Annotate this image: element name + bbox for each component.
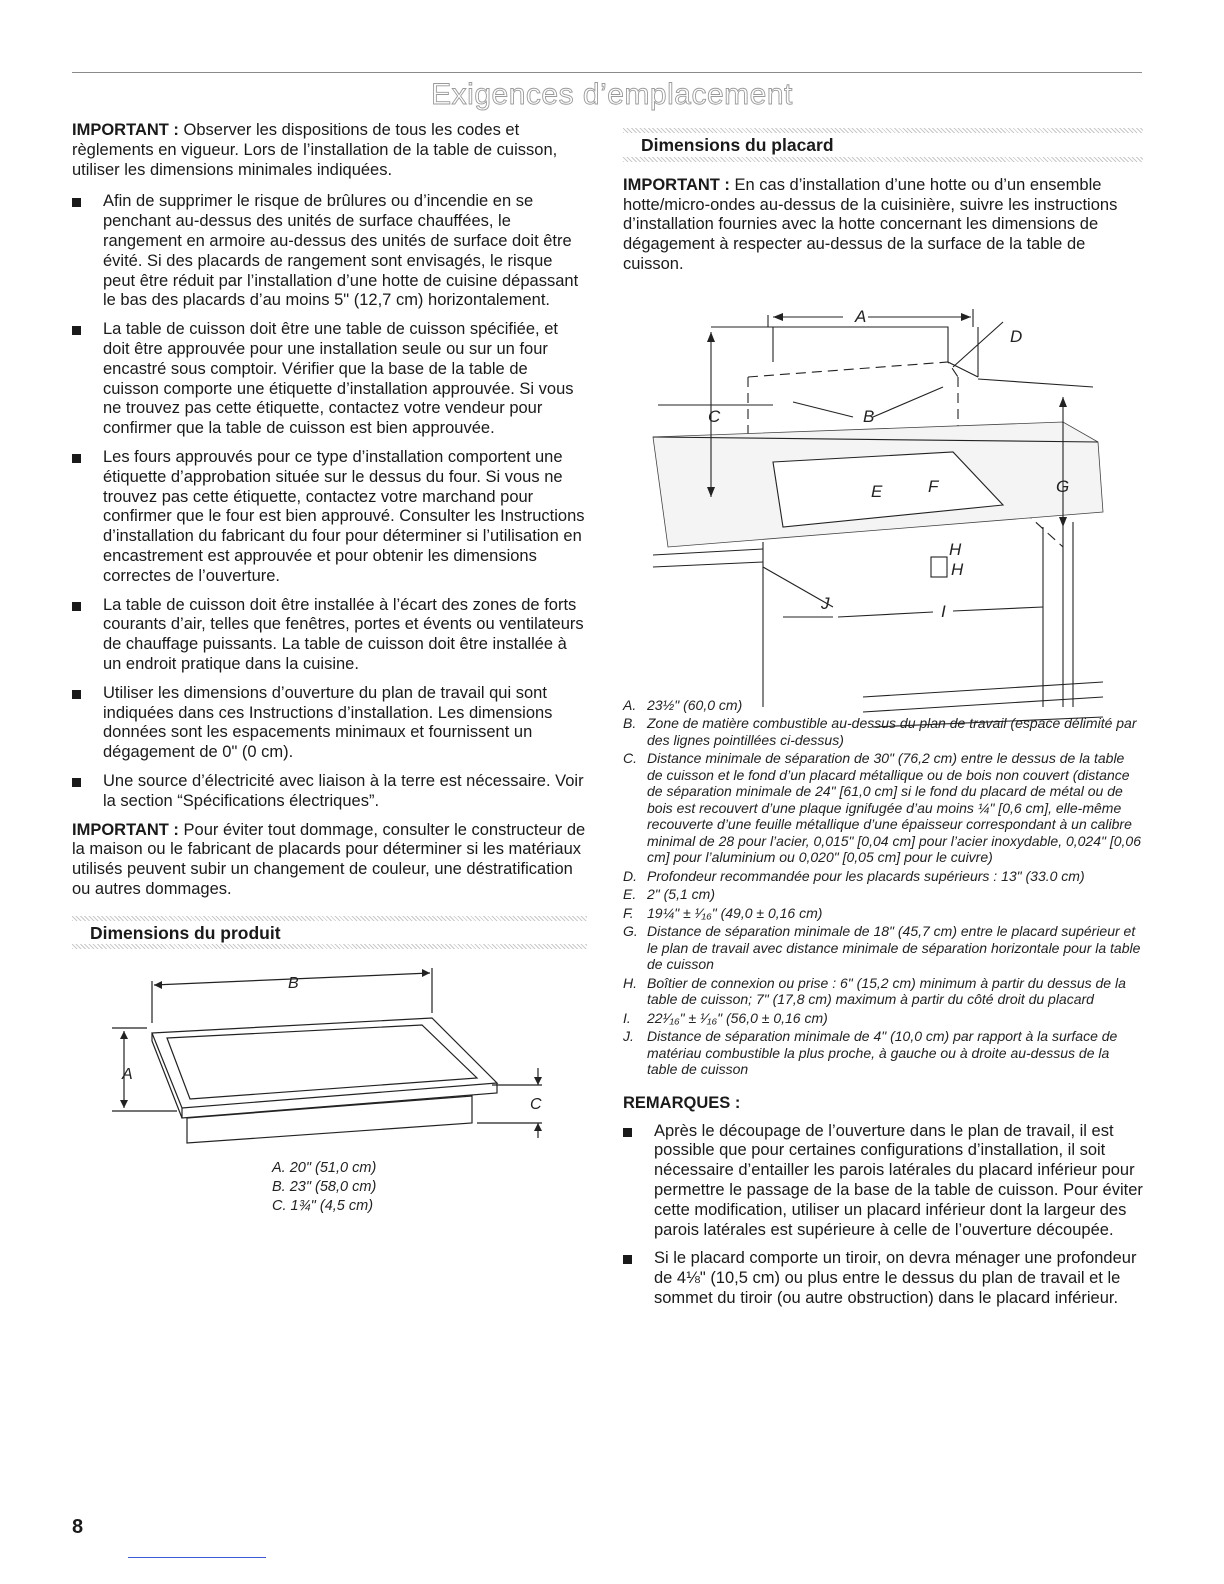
hatch-divider [623, 157, 1143, 162]
label-j: J [821, 593, 830, 613]
hatch-divider [623, 128, 1143, 133]
hatch-divider [72, 916, 587, 921]
legend-text: 2" (5,1 cm) [647, 886, 715, 903]
label-c: C [708, 406, 721, 426]
cabinet-dimensions-heading [623, 128, 1143, 162]
list-item: Afin de supprimer le risque de brûlures ou d’incendie en se penchant au-dessus des unités de surface chauffées, le rangement en armoire au-dessus des unités de surface doit être évité. Si des placards de rangement sont envisagés, le risque peut être réduit par l’installation d’une hotte de cuisine dépassant le bas des placards d’au moins 5" (12,7 cm) horizontalement. [72, 192, 587, 311]
product-dimensions-heading [72, 916, 587, 950]
legend-item [623, 1010, 1143, 1027]
label-f: F [928, 476, 939, 496]
important-text: En cas d’installation d’une hotte ou d’un ensemble hotte/micro-ondes au-dessus de la cuisinière, suivre les instructions d’installation fournies avec la hotte concernant les dimensions de dégagement à respecter au-dessus de la surface de la table de cuisson. [623, 175, 1118, 273]
hatch-divider [72, 944, 587, 949]
legend-text: 22¹⁄₁₆" ± ¹⁄₁₆" (56,0 ± 0,16 cm) [647, 1009, 828, 1026]
important-label: IMPORTANT : [623, 175, 730, 194]
legend-item [623, 868, 1143, 885]
label-a: A [122, 1066, 133, 1084]
label-g: G [1056, 476, 1070, 496]
legend-text: 23½" (60,0 cm) [647, 696, 743, 713]
label-b: B [288, 975, 299, 993]
left-column [72, 121, 587, 1216]
important-text: Observer les dispositions de tous les codes et règlements en vigueur. Lors de l’installation de la table de cuisson, utiliser les dimensions minimales indiquées. [72, 121, 558, 179]
remarks-list [623, 1122, 1143, 1309]
legend-text: 19¼" ± ¹⁄₁₆" (49,0 ± 0,16 cm) [647, 904, 823, 921]
requirements-list [72, 192, 587, 811]
legend-item [623, 1028, 1143, 1078]
legend-item [623, 905, 1143, 922]
remarks-title: REMARQUES : [623, 1093, 741, 1112]
legend-item: B. 23" (58,0 cm) [272, 1179, 377, 1196]
label-e: E [871, 481, 883, 501]
section-title: Dimensions du produit [90, 922, 281, 943]
cabinet-legend [623, 697, 1143, 1078]
legend-item [623, 975, 1143, 1008]
legend-item [623, 750, 1143, 866]
label-d: D [1010, 326, 1023, 346]
page-title: Exigences d’emplacement [431, 78, 793, 111]
legend-key: D. [623, 867, 637, 884]
legend-key: J. [623, 1028, 634, 1045]
list-item: Les fours approuvés pour ce type d’installation comportent une étiquette d’approbation située sur le dessus du four. Si vous ne trouvez pas cette étiquette, contactez votre marchand pour confirmer que le four est bien approuvé. Consulter les Instructions d’installation du fabricant du four pour déterminer si l’utilisation en encastrement est approuvée et pour obtenir les dimensions correctes de l’ouverture. [72, 448, 587, 587]
legend-key: F. [623, 904, 634, 921]
legend-item: C. 1¾" (4,5 cm) [272, 1198, 374, 1215]
list-item: La table de cuisson doit être installée à l’écart des zones de forts courants d’air, telles que fenêtres, portes et évents ou ventilateurs de chauffage puissants. La table de cuisson doit être installée à un endroit pratique dans la cuisine. [72, 596, 587, 675]
important-note-hood [623, 176, 1143, 275]
legend-key: E. [623, 886, 637, 903]
legend-item [623, 923, 1143, 973]
right-column [623, 128, 1143, 1318]
section-title: Dimensions du placard [641, 135, 834, 155]
important-label: IMPORTANT : [72, 121, 179, 139]
list-item: La table de cuisson doit être une table de cuisson spécifiée, et doit être approuvée pour une installation seule ou sur un four encastré sous comptoir. Vérifier que la base de la table de cuisson comporte une étiquette d’installation approuvée. Si vous ne trouvez pas cette étiquette, contactez votre vendeur pour confirmer que la table de cuisson est bien approuvée. [72, 320, 587, 439]
label-b: B [863, 406, 875, 426]
label-c: C [530, 1096, 542, 1114]
legend-key: A. [623, 696, 637, 713]
list-item: Si le placard comporte un tiroir, on devra ménager une profondeur de 4⅛" (10,5 cm) ou plus entre le dessus du plan de travail et le sommet du tiroir (ou autre obstruction) dans le placard inférieur. [623, 1249, 1143, 1308]
legend-text: Distance de séparation minimale de 18" (45,7 cm) entre le placard supérieur et le plan de travail avec distance minimale de séparation horizontale pour la table de cuisson [647, 923, 1141, 973]
legend-item: A. 20" (51,0 cm) [272, 1160, 377, 1177]
list-item: Utiliser les dimensions d’ouverture du plan de travail qui sont indiquées dans ces Instructions d’installation. Les dimensions données sont les espacements minimaux et fournissent un dégagement de 0" (0 cm). [72, 684, 587, 763]
product-dimensions-diagram [72, 963, 587, 1153]
legend-text: Boîtier de connexion ou prise : 6" (15,2 cm) minimum à partir du dessus de la table de cuisson; 7" (17,8 cm) maximum à partir du côté droit du placard [647, 974, 1126, 1008]
important-label: IMPORTANT : [72, 820, 179, 839]
page-number: 8 [72, 1516, 84, 1538]
legend-item [623, 886, 1143, 903]
legend-key: C. [623, 750, 637, 767]
cabinet-dimensions-diagram [623, 287, 1143, 747]
list-item: Après le découpage de l’ouverture dans le plan de travail, il est possible que pour certaines configurations d’installation, il soit nécessaire d’entailler les parois latérales du placard inférieur pour permettre le passage de la base de la table de cuisson. Pour éviter cette modification, utiliser un placard inférieur dont la largeur des parois latérales est supérieure à celle de l’ouverture découpée. [623, 1122, 1143, 1241]
important-note-codes [72, 121, 587, 180]
top-rule [72, 72, 1142, 73]
product-legend [272, 1159, 587, 1216]
label-h-lower: H [951, 559, 964, 579]
label-h-upper: H [949, 539, 962, 559]
legend-text: Profondeur recommandée pour les placards supérieurs : 13" (33.0 cm) [647, 867, 1085, 884]
legend-text: Distance minimale de séparation de 30" (76,2 cm) entre le dessus de la table de cuisson et le fond d’un placard métallique ou de bois non couvert (distance de séparation minimale de 24" [61,0 cm] si le fond du placard de métal ou de bois est recouvert d’une plaque ignifugée d’au moins ¼" [0,6 cm], elle-même recouverte d’une feuille métallique d’une épaisseur correspondant à un calibre minimal de 28 pour l’acier, 0,015" [0,04 cm] pour l’acier inoxydable, 0,024" [0,06 cm] pour l’aluminium ou 0,020" [0,05 cm] pour le cuivre) [647, 750, 1141, 866]
label-i: I [941, 601, 946, 621]
important-note-damage [72, 821, 587, 900]
legend-key: B. [623, 715, 637, 732]
footer-line [128, 1557, 266, 1558]
important-text: Pour éviter tout dommage, consulter le constructeur de la maison ou le fabricant de placards pour déterminer si les matériaux utilisés peuvent subir un changement de couleur, une déstratification ou autres dommages. [72, 820, 586, 898]
legend-text: Zone de matière combustible au-dessus du plan de travail (espace délimité par des lignes pointillées ci-dessus) [647, 715, 1137, 748]
legend-item [623, 697, 1143, 714]
label-a: A [855, 306, 867, 326]
legend-key: I. [623, 1009, 631, 1026]
list-item: Une source d’électricité avec liaison à la terre est nécessaire. Voir la section “Spécifications électriques”. [72, 772, 587, 812]
legend-item [623, 715, 1143, 748]
legend-key: H. [623, 974, 637, 991]
legend-text: Distance de séparation minimale de 4" (10,0 cm) par rapport à la surface de matériau combustible la plus proche, à gauche ou à droite au-dessus de la table de cuisson [647, 1028, 1118, 1078]
legend-key: G. [623, 923, 638, 940]
